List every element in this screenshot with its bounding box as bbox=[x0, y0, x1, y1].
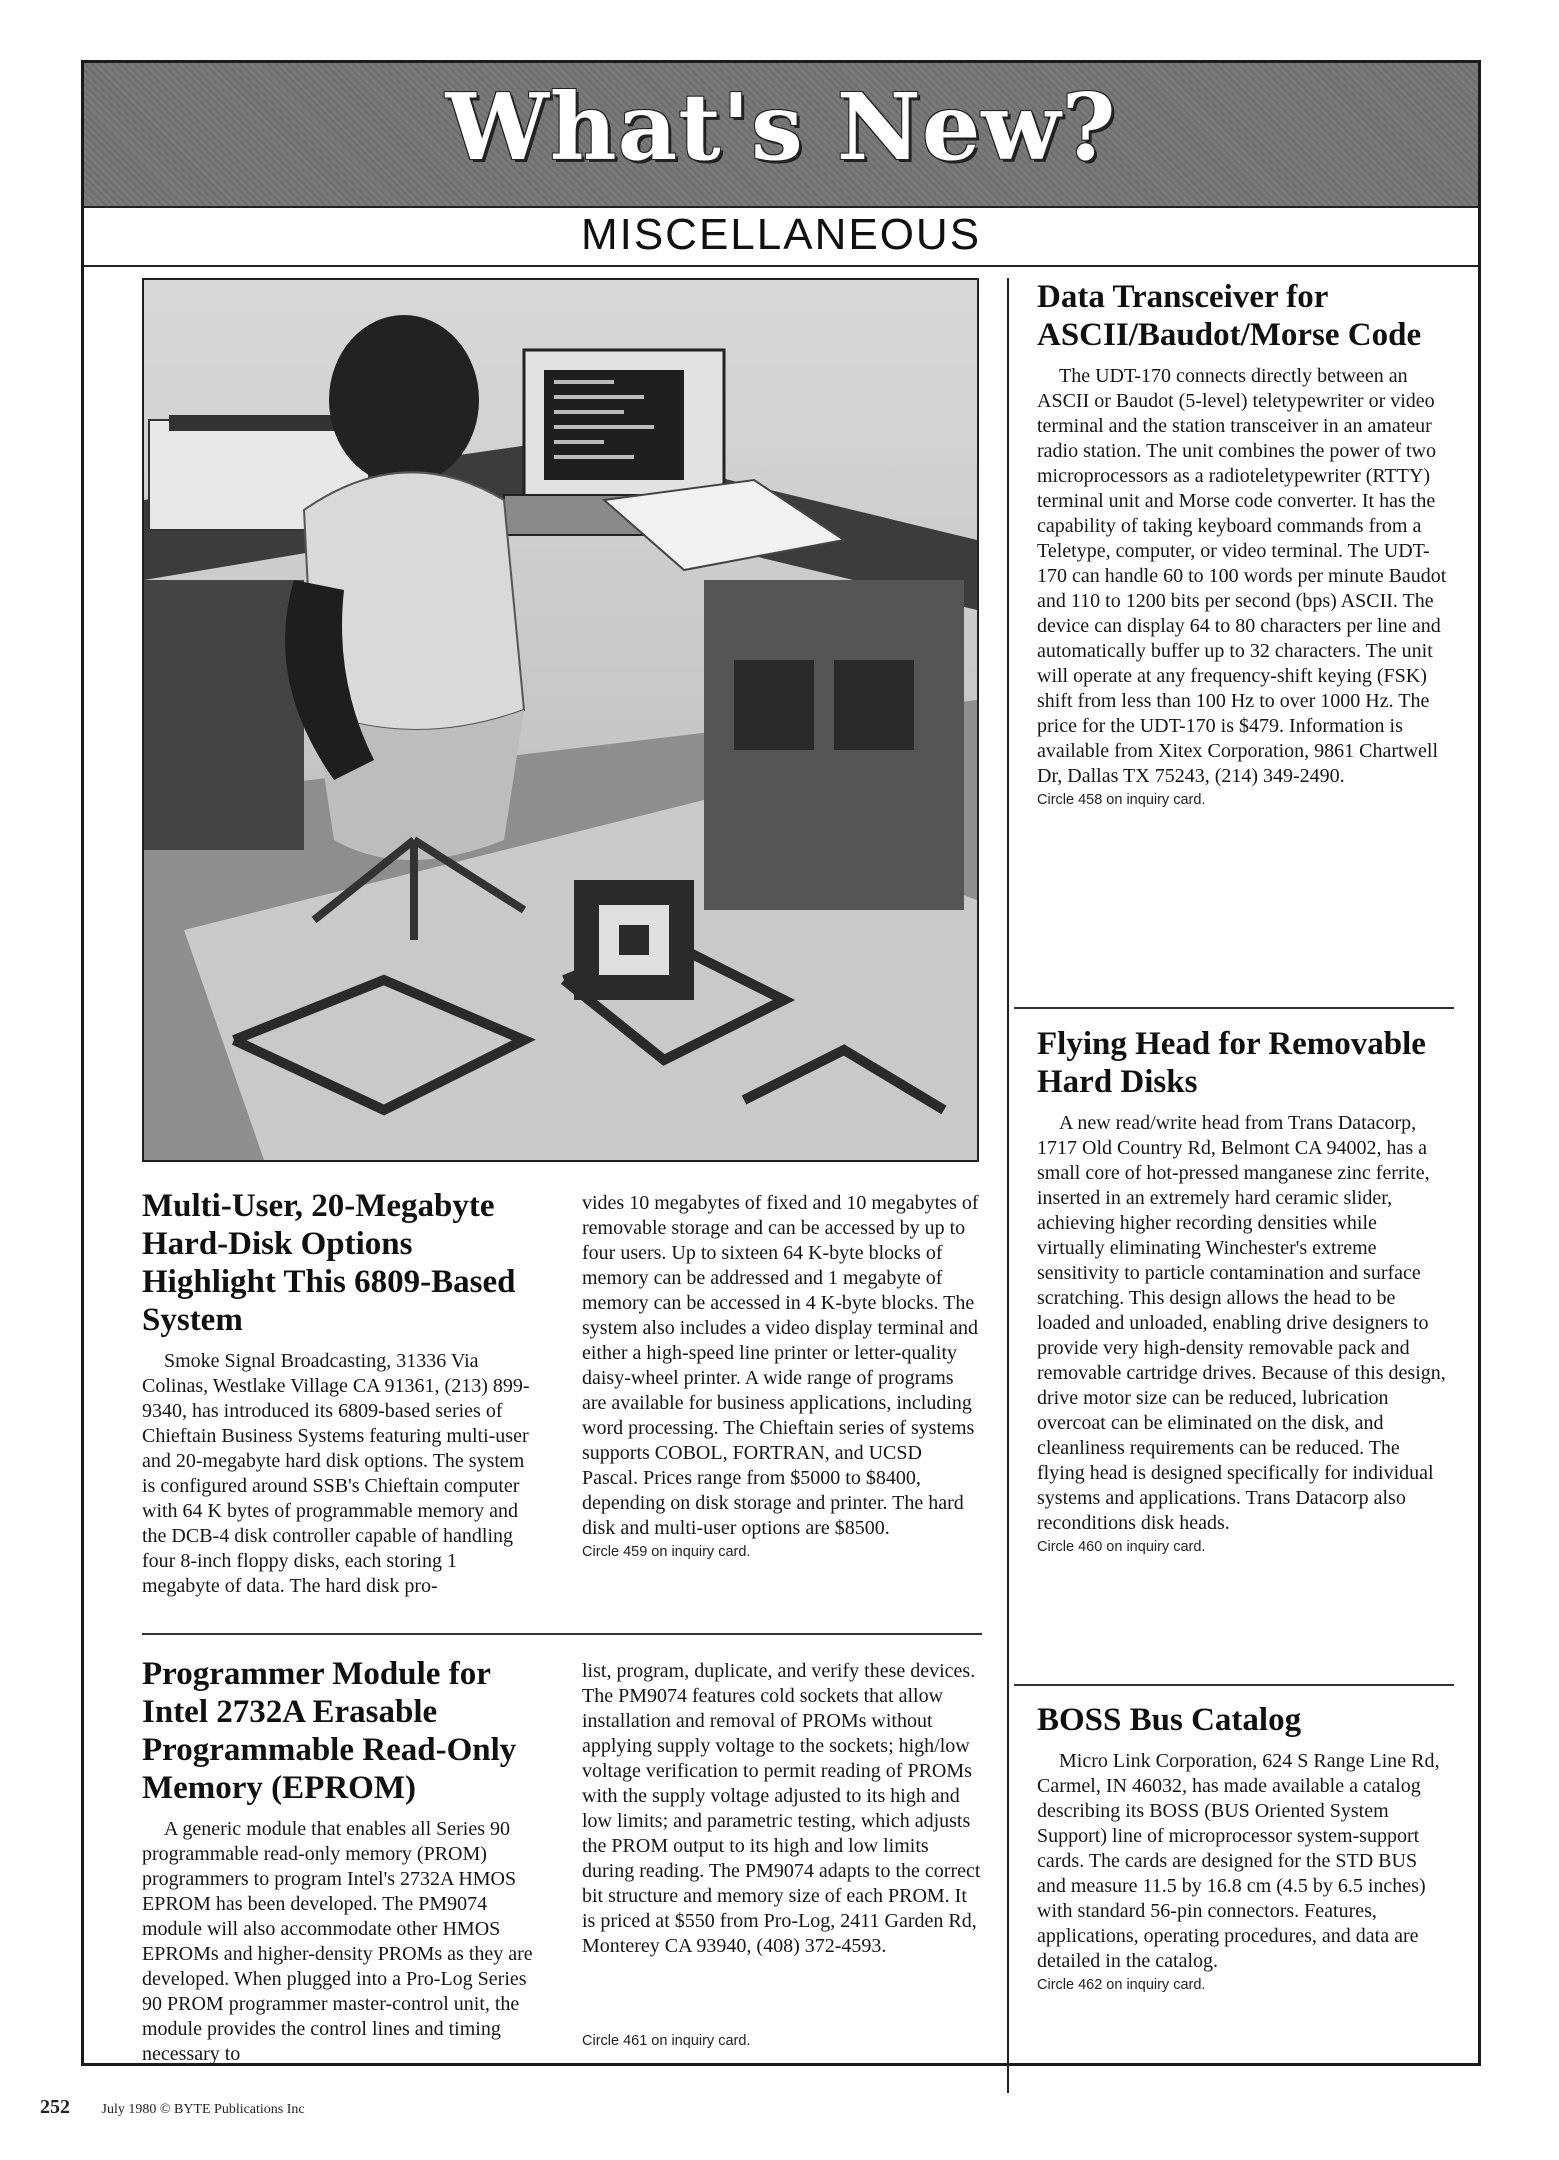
article-chieftain-col2 bbox=[582, 1191, 982, 1560]
article-body-continued: list, program, duplicate, and verify these devices. The PM9074 features cold sockets that allow installation and removal of PROMs without applying supply voltage to the sockets; high/low voltage verification to permit reading of PROMs with the supply voltage adjusted to its high and low limits; and parametric testing, which adjusts the PROM output to its high and low limits during reading. The PM9074 adapts to the correct bit structure and memory size of each PROM. It is priced at $550 from Pro-Log, 2411 Garden Rd, Monterey CA 93940, (408) 372-4593. bbox=[582, 1660, 981, 1957]
page-frame bbox=[81, 60, 1481, 2066]
article-body: The UDT-170 connects directly between an ASCII or Baudot (5-level) teletypewriter or video terminal and the station transceiver in an amateur radio station. The unit combines the power of two microprocessors as a radioteletypewriter (RTTY) terminal unit and Morse code converter. It has the capability of taking keyboard commands from a Teletype, computer, or video terminal. The UDT-170 can handle 60 to 100 words per minute Baudot and 110 to 1200 bits per second (bps) ASCII. The device can display 64 to 80 characters per line and automatically buffer up to 32 characters. The unit will operate at any frequency-shift keying (FSK) shift from less than 100 Hz to over 1000 Hz. The price for the UDT-170 is $479. Information is available from Xitex Corporation, 9861 Chartwell Dr, Dallas TX 75243, (214) 349-2490. bbox=[1037, 365, 1447, 787]
article-title: Flying Head for Removable Hard Disks bbox=[1037, 1026, 1426, 1100]
column-divider bbox=[1007, 278, 1009, 2093]
article-eprom-col2 bbox=[582, 1659, 982, 1959]
article-eprom-col1 bbox=[142, 1655, 537, 2067]
article-divider bbox=[142, 1633, 982, 1635]
banner-title: What's New? bbox=[445, 73, 1117, 181]
article-transceiver bbox=[1037, 278, 1447, 808]
section-divider bbox=[84, 265, 1478, 267]
article-body-continued: vides 10 megabytes of fixed and 10 megabytes of removable storage and can be accessed by up to four users. Up to sixteen 64 K-byte blocks of memory can be addressed and 1 megabyte of memory can be accessed in 4 K-byte blocks. The system also includes a video display terminal and either a high-speed line printer or letter-quality daisy-wheel printer. A wide range of programs are available for business applications, including word processing. The Chieftain series of systems supports COBOL, FORTRAN, and UCSD Pascal. Prices range from $5000 to $8400, depending on disk storage and printer. The hard disk and multi-user options are $8500. bbox=[582, 1192, 979, 1539]
article-chieftain-col1 bbox=[142, 1187, 537, 1599]
photo-illustration bbox=[144, 280, 977, 1160]
article-boss bbox=[1037, 1701, 1447, 1993]
article-flying-head bbox=[1037, 1025, 1447, 1555]
article-divider bbox=[1014, 1007, 1454, 1009]
article-title: Programmer Module for Intel 2732A Erasable Programmable Read-Only Memory (EPROM) bbox=[142, 1656, 517, 1806]
inquiry-circle: Circle 462 on inquiry card. bbox=[1037, 1977, 1206, 1993]
article-title: Multi-User, 20-Megabyte Hard-Disk Options Highlight This 6809-Based System bbox=[142, 1188, 516, 1338]
whats-new-banner bbox=[84, 63, 1478, 208]
article-divider bbox=[1014, 1684, 1454, 1686]
article-body: A generic module that enables all Series 90 programmable read-only memory (PROM) programmers to program Intel's 2732A HMOS EPROM has been developed. The PM9074 module will also accommodate other HMOS EPROMs and higher-density PROMs as they are developed. When plugged into a Pro-Log Series 90 PROM programmer master-control unit, the module provides the control lines and timing necessary to bbox=[142, 1818, 533, 2065]
article-body: Micro Link Corporation, 624 S Range Line Rd, Carmel, IN 46032, has made available a catalog describing its BOSS (BUS Oriented System Support) line of microprocessor system-support cards. The cards are designed for the STD BUS and measure 11.5 by 16.8 cm (4.5 by 6.5 inches) with standard 56-pin connectors. Features, applications, operating procedures, and data are detailed in the catalog. bbox=[1037, 1750, 1440, 1972]
product-photo bbox=[142, 278, 979, 1162]
article-title: Data Transceiver for ASCII/Baudot/Morse Code bbox=[1037, 279, 1422, 353]
inquiry-circle: Circle 460 on inquiry card. bbox=[1037, 1539, 1206, 1555]
inquiry-circle: Circle 461 on inquiry card. bbox=[582, 2033, 751, 2049]
article-eprom-circle bbox=[582, 2030, 982, 2049]
article-body: Smoke Signal Broadcasting, 31336 Via Colinas, Westlake Village CA 91361, (213) 899-9340, has introduced its 6809-based series of Chieftain Business Systems featuring multi-user and 20-megabyte hard disk options. The system is configured around SSB's Chieftain computer with 64 K bytes of programmable memory and the DCB-4 disk controller capable of handling four 8-inch floppy disks, each storing 1 megabyte of data. The hard disk pro- bbox=[142, 1350, 530, 1597]
inquiry-circle: Circle 459 on inquiry card. bbox=[582, 1544, 751, 1560]
page-number: 252 bbox=[40, 2096, 70, 2118]
article-title: BOSS Bus Catalog bbox=[1037, 1702, 1302, 1738]
article-body: A new read/write head from Trans Datacorp, 1717 Old Country Rd, Belmont CA 94002, has a small core of hot-pressed manganese zinc ferrite, inserted in an extremely hard ceramic slider, achieving higher recording densities while virtually eliminating Winchester's extreme sensitivity to particle contamination and surface scratching. This design allows the head to be loaded and unloaded, enabling drive designers to provide very high-density removable pack and removable cartridge drives. Because of this design, drive motor size can be reduced, lubrication overcoat can be eliminated on the disk, and cleanliness requirements can be reduced. The flying head is designed specifically for individual systems and applications. Trans Datacorp also reconditions disk heads. bbox=[1037, 1112, 1446, 1534]
section-heading: MISCELLANEOUS bbox=[580, 210, 982, 259]
issue-credit: July 1980 © BYTE Publications Inc bbox=[101, 2102, 305, 2117]
page-footer bbox=[40, 2096, 305, 2119]
inquiry-circle: Circle 458 on inquiry card. bbox=[1037, 792, 1206, 808]
